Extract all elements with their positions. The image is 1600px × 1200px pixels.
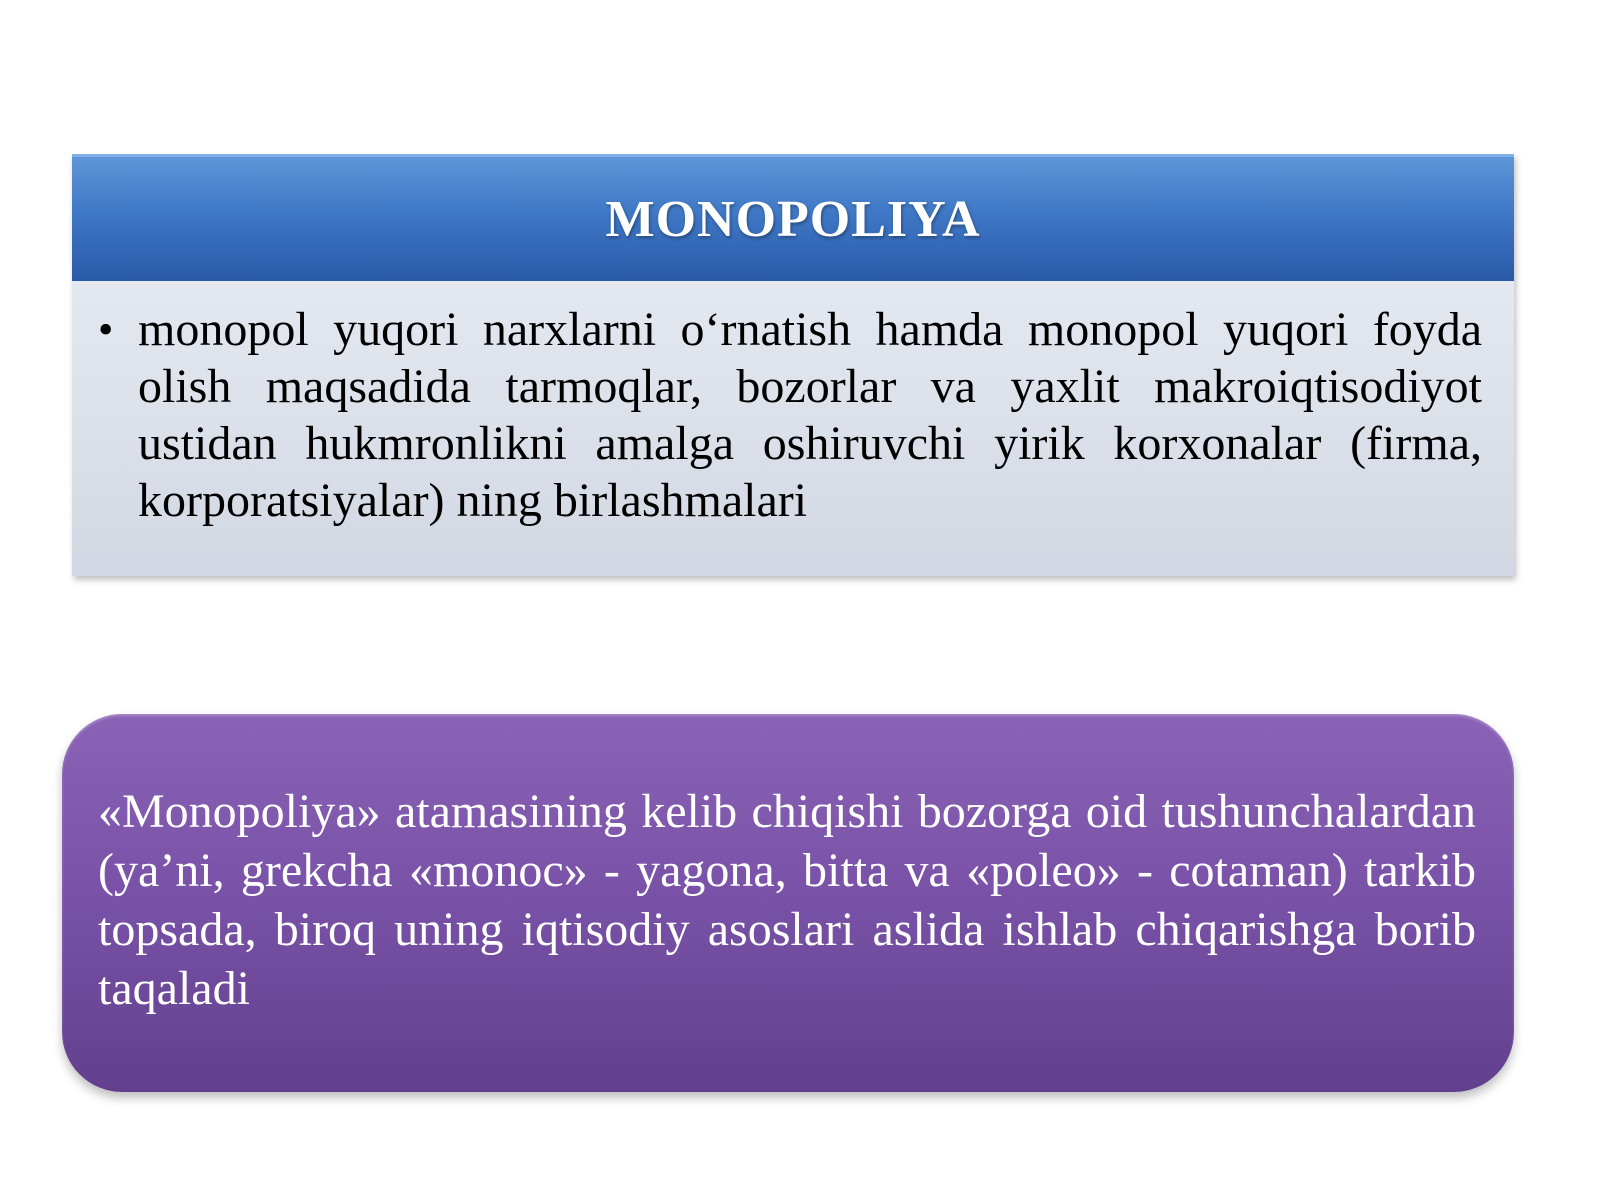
definition-title: MONOPOLIYA <box>605 190 981 248</box>
definition-text: monopol yuqori narxlarni o‘rnatish hamda monopol yuqori foyda olish maqsadida tarmoqlar, bozorlar va yaxlit makroiqtisodiyot ustidan hukmronlikni amalga oshiruvchi yirik korxonalar (firma, korporatsiyalar) ning birlashmalari <box>138 303 1482 527</box>
definition-body <box>72 281 1514 576</box>
etymology-text: «Monopoliya» atamasining kelib chiqishi bozorga oid tushunchalardan (ya’ni, grekcha «monoc» - yagona, bitta va «poleo» - cotaman) tarkib topsada, biroq uning iqtisodiy asoslari aslida ishlab chiqarishga borib taqaladi <box>98 785 1476 1015</box>
definition-box <box>72 154 1514 576</box>
etymology-box <box>62 714 1514 1092</box>
bullet-point: • <box>98 305 114 354</box>
definition-header <box>72 154 1514 281</box>
